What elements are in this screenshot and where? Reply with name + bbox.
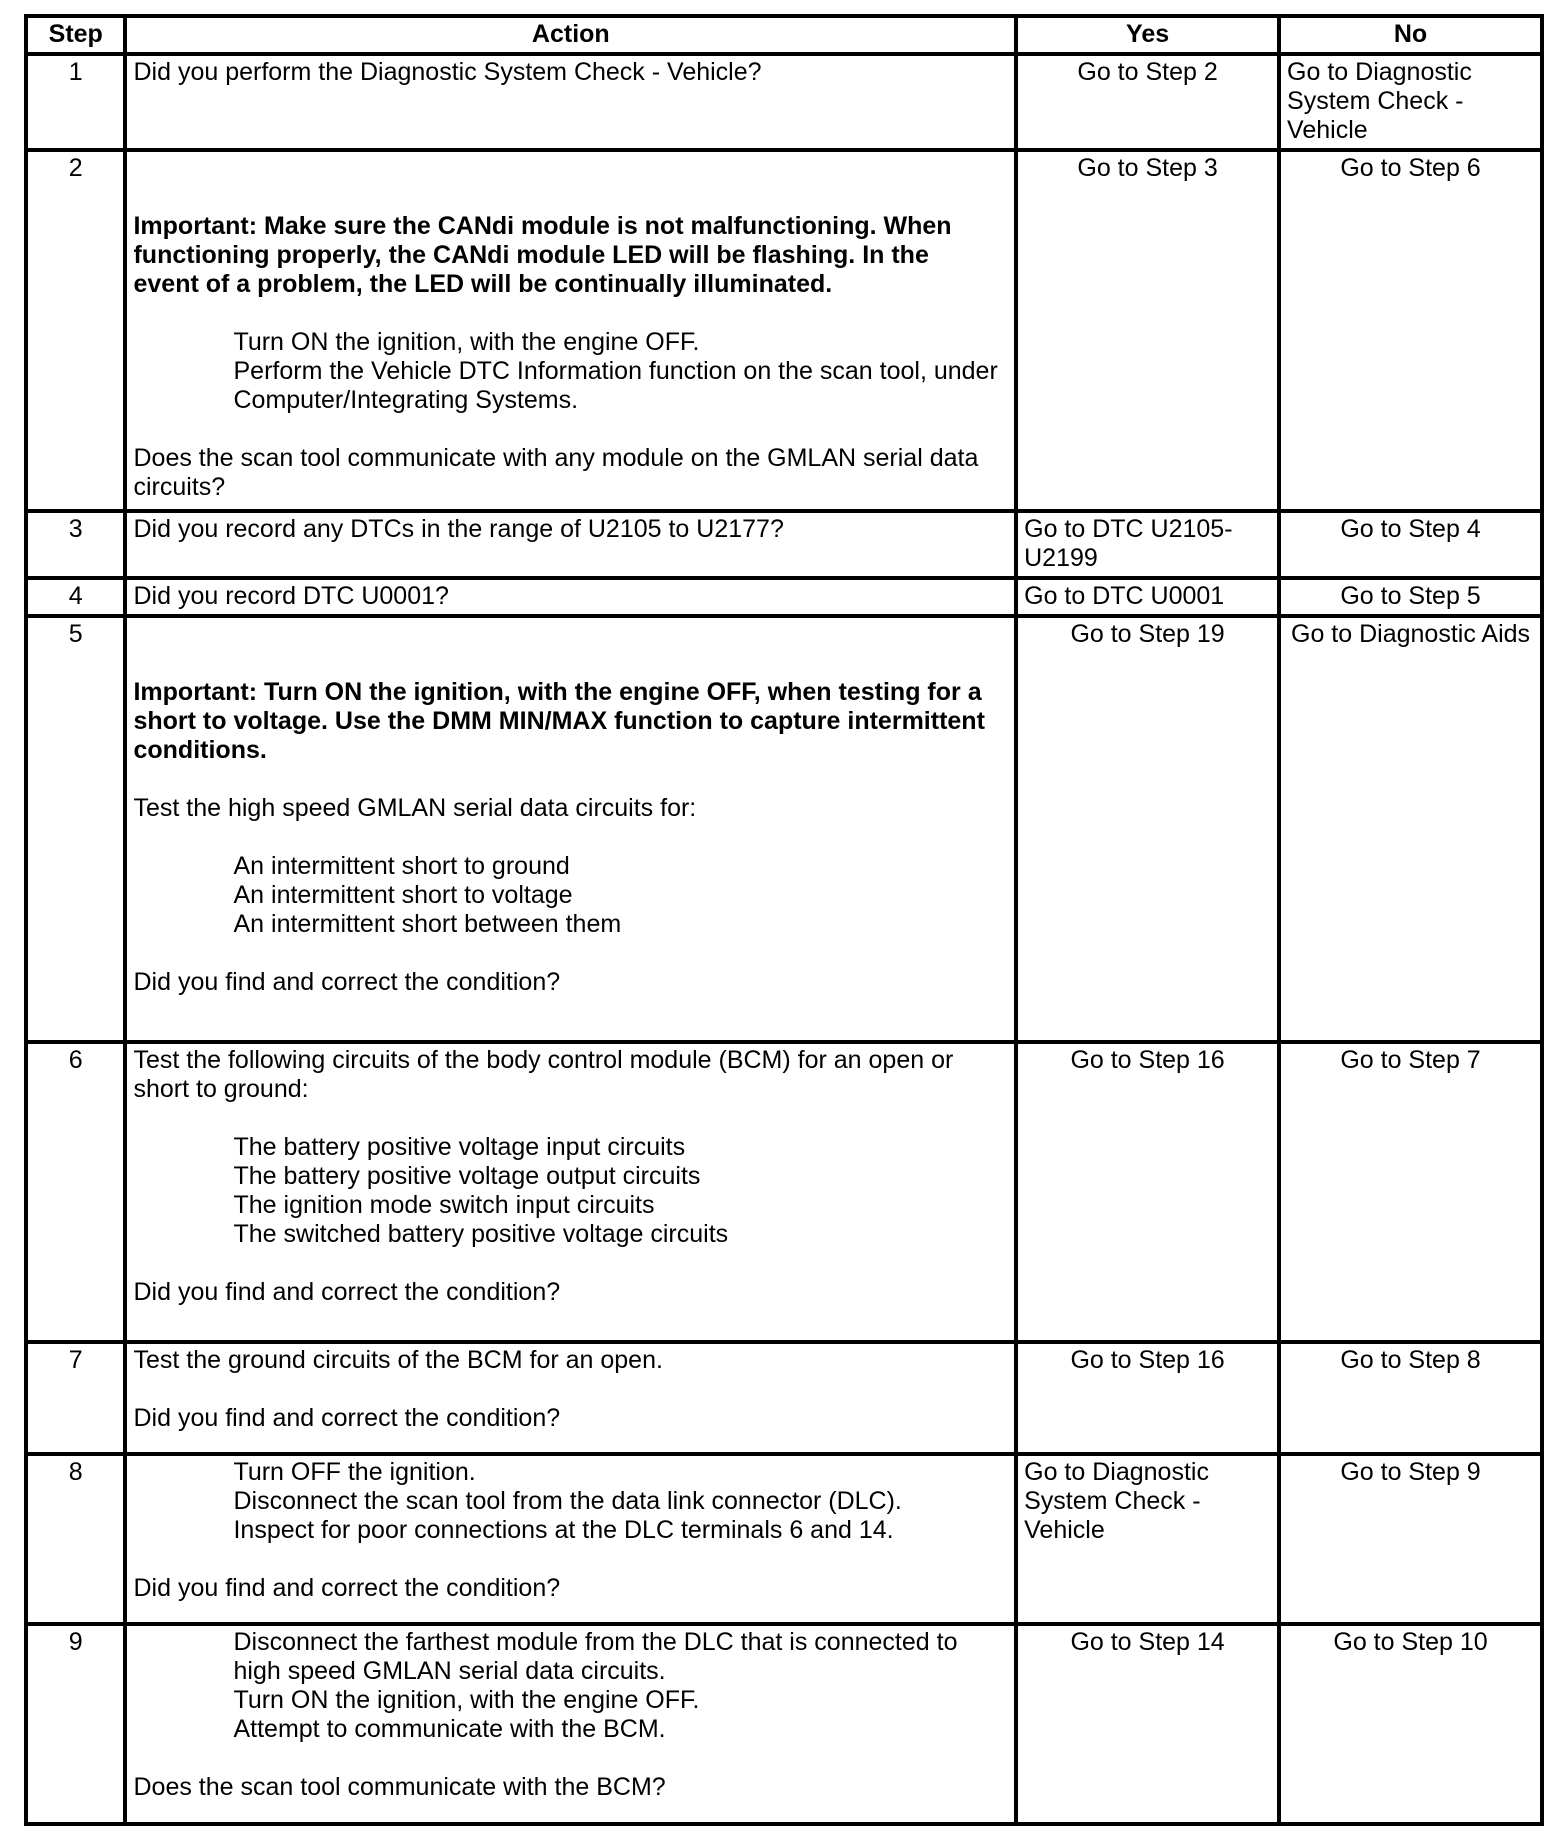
yes-cell [1016,511,1279,578]
action-cell [125,511,1016,578]
important-note [133,212,1008,299]
no-line: Vehicle [1287,115,1368,144]
question-text [133,444,1008,502]
action-cell [125,1342,1016,1454]
step-number: 8 [26,1454,125,1624]
question-text: Does the scan tool communicate with the BCM? [133,1773,666,1802]
list-item: The switched battery positive voltage circuits [233,1219,729,1248]
list-item: An intermittent short to voltage [233,880,573,909]
table-row [26,150,1542,511]
yes-cell [1016,1454,1279,1624]
step-number: 3 [26,511,125,578]
header-row [26,16,1542,54]
question-text: Did you find and correct the condition? [133,1404,561,1433]
action-cell [125,578,1016,616]
list-item: The battery positive voltage input circuits [233,1132,686,1161]
no-line: System Check - [1287,86,1464,115]
lead-text [133,1046,1008,1104]
important-line: conditions. [133,735,267,764]
important-line: functioning properly, the CANdi module LED will be flashing. In the [133,240,929,269]
table-row [26,1042,1542,1342]
table-row [26,578,1542,616]
yes-line: Vehicle [1024,1515,1105,1544]
action-cell [125,150,1016,511]
yes-cell: Go to Step 16 [1016,1042,1279,1342]
table-row [26,1342,1542,1454]
important-line: event of a problem, the LED will be continually illuminated. [133,269,833,298]
table-row [26,1454,1542,1624]
action-cell [125,54,1016,150]
table-row [26,616,1542,1042]
action-cell [125,616,1016,1042]
list-item: Disconnect the scan tool from the data link connector (DLC). [233,1486,902,1515]
yes-cell: Go to Step 14 [1016,1624,1279,1824]
header-no: No [1279,16,1542,54]
step-list [233,852,1008,939]
list-item: Turn OFF the ignition. [233,1457,476,1486]
lead-line: Test the following circuits of the body control module (BCM) for an open or [133,1045,954,1074]
step-number: 1 [26,54,125,150]
step-number: 6 [26,1042,125,1342]
step-number: 9 [26,1624,125,1824]
step-list [233,1458,1008,1545]
lead-text: Test the high speed GMLAN serial data circuits for: [133,793,697,822]
yes-line: Go to Diagnostic [1024,1457,1209,1486]
no-cell: Go to Step 6 [1279,150,1542,511]
list-item: Perform the Vehicle DTC Information function on the scan tool, under [233,356,998,385]
step-list [233,1628,1008,1744]
yes-cell: Go to Step 2 [1016,54,1279,150]
question-line: Does the scan tool communicate with any module on the GMLAN serial data [133,443,979,472]
question-text: Did you find and correct the condition? [133,1277,561,1306]
table-row [26,54,1542,150]
list-item: An intermittent short to ground [233,851,570,880]
lead-line: short to ground: [133,1074,309,1103]
list-item: Computer/Integrating Systems. [233,385,579,414]
lead-text: Test the ground circuits of the BCM for an open. [133,1346,663,1375]
question-text: Did you find and correct the condition? [133,1573,561,1602]
no-cell: Go to Step 5 [1279,578,1542,616]
no-cell: Go to Step 4 [1279,511,1542,578]
no-cell: Go to Diagnostic Aids [1279,616,1542,1042]
diagnostic-table [24,14,1544,1826]
step-list [233,328,1008,415]
step-list [233,1133,1008,1249]
action-cell [125,1042,1016,1342]
header-step: Step [26,16,125,54]
important-note [133,678,1008,765]
no-cell: Go to Step 10 [1279,1624,1542,1824]
list-item: high speed GMLAN serial data circuits. [233,1657,666,1686]
list-item: Turn ON the ignition, with the engine OFF. [233,1686,700,1715]
step-number: 4 [26,578,125,616]
step-number: 5 [26,616,125,1042]
important-line: Important: Turn ON the ignition, with the engine OFF, when testing for a [133,677,982,706]
yes-line: U2199 [1024,544,1098,573]
yes-cell: Go to Step 19 [1016,616,1279,1042]
action-cell [125,1454,1016,1624]
header-action: Action [125,16,1016,54]
important-line: short to voltage. Use the DMM MIN/MAX function to capture intermittent [133,706,985,735]
question-text: Did you perform the Diagnostic System Check - Vehicle? [133,57,762,86]
no-line: Go to Diagnostic [1287,57,1472,86]
question-text: Did you record DTC U0001? [133,582,449,611]
no-cell: Go to Step 9 [1279,1454,1542,1624]
table-row [26,1624,1542,1824]
step-number: 2 [26,150,125,511]
yes-cell: Go to Step 16 [1016,1342,1279,1454]
table-row [26,511,1542,578]
yes-cell: Go to DTC U0001 [1016,578,1279,616]
list-item: Disconnect the farthest module from the DLC that is connected to [233,1628,958,1657]
question-line: circuits? [133,472,226,501]
yes-line: Go to DTC U2105- [1024,515,1233,544]
list-item: Turn ON the ignition, with the engine OFF. [233,327,700,356]
list-item: The ignition mode switch input circuits [233,1190,655,1219]
question-text: Did you record any DTCs in the range of U2105 to U2177? [133,515,784,544]
important-line: Important: Make sure the CANdi module is not malfunctioning. When [133,211,952,240]
yes-line: System Check - [1024,1486,1201,1515]
no-cell: Go to Step 8 [1279,1342,1542,1454]
list-item: Inspect for poor connections at the DLC terminals 6 and 14. [233,1515,894,1544]
yes-cell: Go to Step 3 [1016,150,1279,511]
list-item: The battery positive voltage output circuits [233,1161,701,1190]
step-number: 7 [26,1342,125,1454]
question-text: Did you find and correct the condition? [133,967,561,996]
header-yes: Yes [1016,16,1279,54]
list-item: Attempt to communicate with the BCM. [233,1715,666,1744]
list-item: An intermittent short between them [233,909,622,938]
no-cell: Go to Step 7 [1279,1042,1542,1342]
no-cell [1279,54,1542,150]
action-cell [125,1624,1016,1824]
